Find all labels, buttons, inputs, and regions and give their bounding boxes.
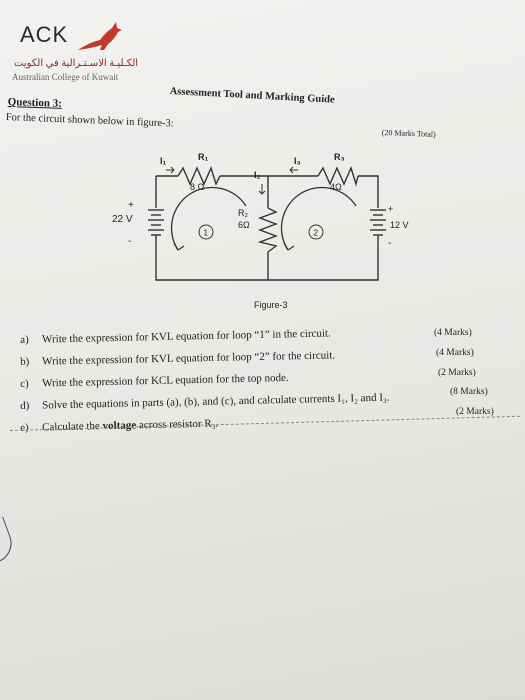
loop-2-number: 2 (313, 228, 318, 238)
pen-mark (0, 517, 17, 565)
r2-value: 6Ω (238, 220, 250, 230)
loop-2-arrow (281, 187, 356, 250)
part-d: d) Solve the equations in parts (a), (b), and (c), and calculate currents I₁, I₂ and I₃. (20, 391, 390, 412)
plus-left: + (128, 200, 134, 211)
loop-1-arrow (172, 188, 246, 250)
part-d-marks: (8 Marks) (450, 387, 488, 397)
current-i2: I₂ (254, 170, 261, 180)
current-i1: I₁ (160, 156, 167, 166)
part-c: c) Write the expression for KCL equation for the top node. (20, 371, 289, 390)
r3-label: R₃ (334, 152, 345, 162)
kangaroo-icon (76, 20, 124, 56)
battery-22v (148, 210, 164, 240)
circuit-diagram (108, 148, 418, 298)
r3-value: 4Ω (330, 182, 342, 192)
part-b-marks: (4 Marks) (436, 348, 474, 358)
part-e: e) Calculate the voltage across resistor R₃. (20, 417, 219, 434)
r1-value: 8 Ω (190, 182, 205, 192)
part-a: a) Write the expression for KVL equation for loop “1” in the circuit. (20, 327, 331, 346)
voltage-22v: 22 V (112, 214, 133, 225)
battery-12v (370, 210, 386, 240)
figure-caption: Figure-3 (254, 300, 288, 310)
loop-1-number: 1 (203, 228, 208, 238)
r2-label: R₂ (238, 208, 248, 218)
resistor-r2 (260, 208, 276, 252)
logo-arabic-text: الكـليـة الاسـتـرالية في الكويت (14, 58, 139, 69)
logo-text: ACK (20, 22, 69, 47)
part-b: b) Write the expression for KVL equation for loop “2” for the circuit. (20, 349, 336, 368)
plus-right: + (388, 204, 394, 214)
document-title: Assessment Tool and Marking Guide (169, 86, 335, 106)
total-marks: (20 Marks Total) (381, 128, 436, 139)
minus-right: - (388, 238, 392, 249)
part-e-marks: (2 Marks) (456, 407, 494, 417)
question-intro: For the circuit shown below in figure-3: (5, 112, 174, 130)
logo-english-text: Australian College of Kuwait (12, 72, 119, 82)
question-label: Question 3: (7, 96, 63, 110)
college-logo (6, 18, 156, 88)
r1-label: R₁ (198, 152, 209, 162)
current-i3: I₃ (294, 156, 301, 166)
part-c-marks: (2 Marks) (438, 368, 476, 378)
part-a-marks: (4 Marks) (434, 328, 472, 338)
minus-left: - (128, 236, 132, 247)
voltage-12v: 12 V (390, 220, 409, 230)
